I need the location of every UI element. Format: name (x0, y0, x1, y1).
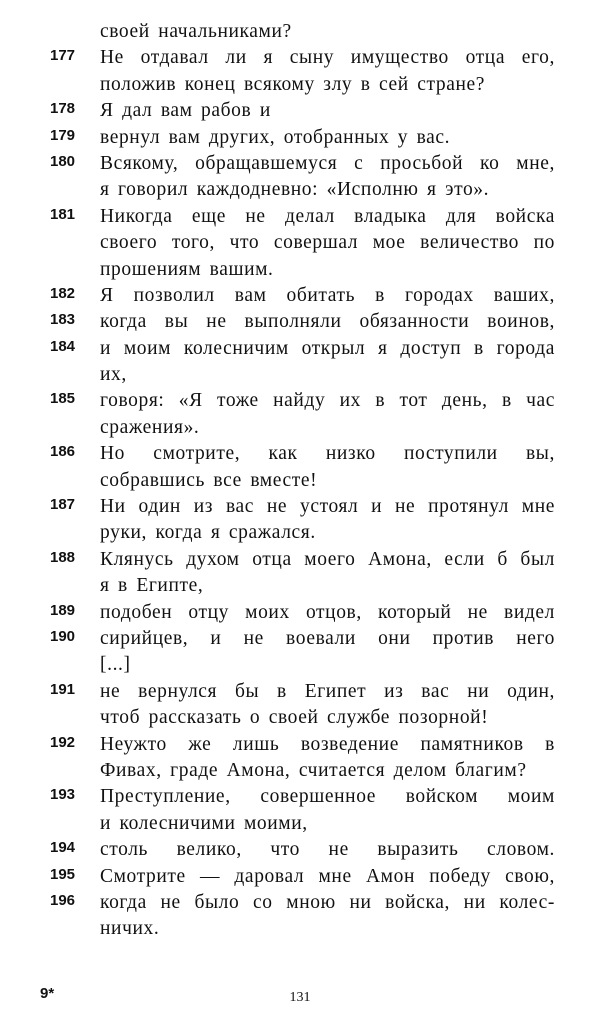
verse (0, 309, 600, 335)
verse-line: когда вы не выполняли обязанности воинов, (100, 311, 555, 333)
verse (0, 441, 600, 494)
verse-number: 179 (50, 126, 76, 144)
verse (0, 388, 600, 441)
verse-number: 191 (50, 680, 76, 698)
verse-number: 192 (50, 733, 76, 751)
verse-line: Я дал вам рабов и (100, 100, 271, 122)
verse (0, 45, 600, 98)
verse-line: подобен отцу моих отцов, который не видел (100, 601, 555, 623)
verse (0, 732, 600, 785)
verse-number: 181 (50, 205, 76, 223)
verse-line: и колесничими моими, (100, 812, 308, 834)
verse-number: 186 (50, 443, 76, 461)
verse-line: Смотрите — даровал мне Амон победу свою, (100, 865, 555, 887)
verse-number: 183 (50, 311, 76, 329)
verse-line: Не отдавал ли я сыну имущество отца его, (100, 47, 555, 69)
verse (0, 784, 600, 837)
verse-number: 196 (50, 891, 76, 909)
verse-number: 190 (50, 627, 76, 645)
page-number: 131 (289, 990, 311, 1005)
verse (0, 336, 600, 389)
verse-line: столь велико, что не выразить словом. (100, 839, 555, 861)
verse (0, 19, 600, 45)
verse-line: Никогда еще не делал владыка для войска (100, 205, 555, 227)
verse-number: 177 (50, 47, 76, 65)
verse (0, 204, 600, 283)
verse-line: не вернулся бы в Египет из вас ни один, (100, 680, 555, 702)
verse-number: 193 (50, 786, 76, 804)
verse-line: Преступление, совершенное войском моим (100, 786, 555, 808)
verse-line: вернул вам других, отобранных у вас. (100, 126, 451, 148)
verse-line: Но смотрите, как низко поступили вы, (100, 443, 555, 465)
verse-line: Я позволил вам обитать в городах ваших, (100, 284, 555, 306)
verse-line: положив конец всякому злу в сей стране? (100, 73, 486, 95)
verse-line: [...] (100, 654, 131, 676)
verse-line: я говорил каждодневно: «Исполню я это». (100, 179, 490, 201)
verse-line: Фивах, граде Амона, считается делом благим? (100, 759, 527, 781)
verse (0, 547, 600, 600)
verse-number: 182 (50, 284, 76, 302)
verse (0, 98, 600, 124)
verse (0, 837, 600, 863)
verse-number: 185 (50, 390, 76, 408)
verse-text (0, 19, 600, 943)
verse-line: руки, когда я сражался. (100, 522, 316, 544)
verse-line: своего того, что совершал мое величество по (100, 232, 555, 254)
verse (0, 890, 600, 943)
printer-signature: 9* (40, 985, 55, 1002)
verse-number: 189 (50, 601, 76, 619)
verse (0, 679, 600, 732)
verse-line: их, (100, 364, 127, 386)
verse-line: сражения». (100, 416, 200, 438)
verse-line: Неужто же лишь возведение памятников в (100, 733, 555, 755)
verse (0, 151, 600, 204)
verse-line: Клянусь духом отца моего Амона, если б был (100, 548, 555, 570)
verse-number: 178 (50, 100, 76, 118)
verse-line: и моим колесничим открыл я доступ в города (100, 337, 555, 359)
verse-number: 188 (50, 548, 76, 566)
verse-line: когда не было со мною ни войска, ни колес- (100, 891, 555, 913)
verse-line: я в Египте, (100, 575, 204, 597)
verse-line: говоря: «Я тоже найду их в тот день, в час (100, 390, 555, 412)
verse-line: собравшись все вместе! (100, 469, 318, 491)
verse-number: 195 (50, 865, 76, 883)
verse-line: сирийцев, и не воевали они против него (100, 627, 555, 649)
verse (0, 864, 600, 890)
verse-line: чтоб рассказать о своей службе позорной! (100, 707, 489, 729)
verse-number: 187 (50, 496, 76, 514)
verse (0, 125, 600, 151)
verse (0, 494, 600, 547)
verse-line: ничих. (100, 918, 160, 940)
verse-line: Всякому, обращавшемуся с просьбой ко мне, (100, 152, 555, 174)
verse-line: своей начальниками? (100, 21, 292, 42)
verse-line: прошениям вашим. (100, 258, 274, 280)
verse-number: 194 (50, 839, 76, 857)
verse-number: 180 (50, 152, 76, 170)
verse (0, 600, 600, 626)
verse-number: 184 (50, 337, 76, 355)
verse (0, 283, 600, 309)
verse-line: Ни один из вас не устоял и не протянул мне (100, 496, 555, 518)
verse (0, 626, 600, 679)
